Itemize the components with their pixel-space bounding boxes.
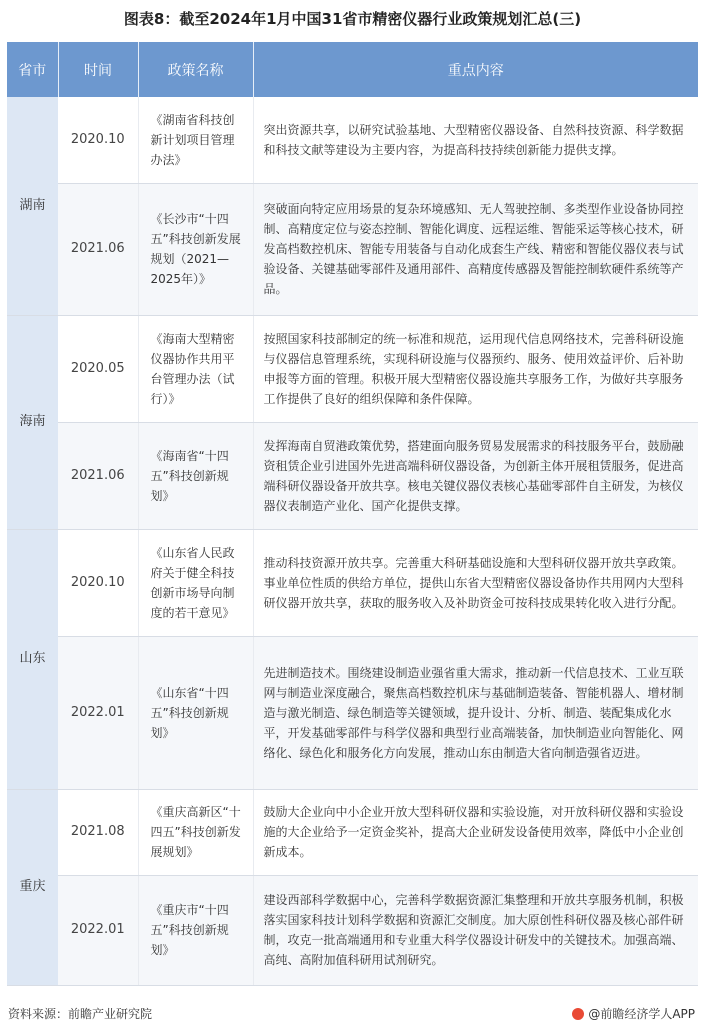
- policy-name-cell: 《重庆市“十四五”科技创新规划》: [138, 875, 253, 985]
- province-cell: 山东: [7, 529, 58, 789]
- table-row: [7, 315, 698, 422]
- content-cell: 建设西部科学数据中心，完善科学数据资源汇集整理和开放共享服务机制，积极落实国家科技计划科学数据和资源汇交制度。加大原创性科研仪器及核心部件研制，攻克一批高端通用和专业重大科学仪器设计研发中的关键技术。加强高端、高纯、高附加值科研用试剂研究。: [253, 875, 698, 985]
- content-cell: 突出资源共享，以研究试验基地、大型精密仪器设备、自然科技资源、科学数据和科技文献等建设为主要内容，为提高科技持续创新能力提供支撑。: [253, 97, 698, 183]
- content-cell: 突破面向特定应用场景的复杂环境感知、无人驾驶控制、多类型作业设备协同控制、高精度定位与姿态控制、智能化调度、远程运维、智能采运等核心技术，研发高档数控机床、智能专用装备与自动化成套生产线、精密和智能仪器仪表与试验设备、关键基础零部件及通用部件、高精度传感器及智能控制软硬件系统等产品。: [253, 183, 698, 315]
- content-cell: 鼓励大企业向中小企业开放大型科研仪器和实验设施，对开放科研仪器和实验设施的大企业给予一定资金奖补，提高大企业研发设备使用效率，降低中小企业创新成本。: [253, 789, 698, 875]
- chart-title: 图表8：截至2024年1月中国31省市精密仪器行业政策规划汇总(三): [123, 10, 582, 28]
- table-header-row: [7, 42, 698, 97]
- table-row: [7, 529, 698, 636]
- table-row: [7, 97, 698, 183]
- brand-label: @前瞻经济学人APP: [588, 1007, 695, 1021]
- brand-credit: [572, 1005, 695, 1022]
- date-cell: 2020.10: [58, 97, 138, 183]
- table-row: [7, 422, 698, 529]
- policy-name-cell: 《山东省“十四五”科技创新规划》: [138, 636, 253, 789]
- header-date: 时间: [58, 42, 138, 97]
- policy-name-cell: 《湖南省科技创新计划项目管理办法》: [138, 97, 253, 183]
- date-cell: 2020.05: [58, 315, 138, 422]
- header-province: 省市: [7, 42, 58, 97]
- table-row: [7, 183, 698, 315]
- table-row: [7, 636, 698, 789]
- source-note: 资料来源：前瞻产业研究院: [8, 1007, 153, 1021]
- policy-table: [7, 42, 698, 986]
- policy-name-cell: 《长沙市“十四五”科技创新发展规划（2021—2025年）》: [138, 183, 253, 315]
- table-row: [7, 875, 698, 985]
- policy-name-cell: 《海南大型精密仪器协作共用平台管理办法（试行）》: [138, 315, 253, 422]
- policy-name-cell: 《重庆高新区“十四五”科技创新发展规划》: [138, 789, 253, 875]
- content-cell: 先进制造技术。围绕建设制造业强省重大需求，推动新一代信息技术、工业互联网与制造业深度融合，聚焦高档数控机床与基础制造装备、智能机器人、增材制造与激光制造、绿色制造等关键领域，提升设计、分析、制造、装配集成化水平，开发基础零部件与科学仪器和典型行业高端装备，加快制造业向智能化、网络化、绿色化和服务化方向发展，推动山东由制造大省向制造强省迈进。: [253, 636, 698, 789]
- date-cell: 2021.06: [58, 183, 138, 315]
- province-cell: 海南: [7, 315, 58, 529]
- content-cell: 推动科技资源开放共享。完善重大科研基础设施和大型科研仪器开放共享政策。事业单位性质的供给方单位，提供山东省大型精密仪器设备协作共用网内大型科研仪器开放共享，获取的服务收入及补助资金可按科技成果转化收入进行分配。: [253, 529, 698, 636]
- header-policy-name: 政策名称: [138, 42, 253, 97]
- date-cell: 2022.01: [58, 636, 138, 789]
- date-cell: 2022.01: [58, 875, 138, 985]
- date-cell: 2021.06: [58, 422, 138, 529]
- content-cell: 发挥海南自贸港政策优势，搭建面向服务贸易发展需求的科技服务平台，鼓励融资租赁企业引进国外先进高端科研仪器设备，为创新主体开展租赁服务，促进高端科研仪器设备开放共享。核电关键仪器仪表核心基础零部件自主研发，为核仪器仪表制造产业化、国产化提供支撑。: [253, 422, 698, 529]
- content-cell: 按照国家科技部制定的统一标准和规范，运用现代信息网络技术，完善科研设施与仪器信息管理系统，实现科研设施与仪器预约、服务、使用效益评价、后补助申报等方面的管理。积极开展大型精密仪器设施共享服务工作，为做好共享服务工作提供了良好的组织保障和条件保障。: [253, 315, 698, 422]
- date-cell: 2021.08: [58, 789, 138, 875]
- table-row: [7, 789, 698, 875]
- brand-logo-icon: [572, 1008, 584, 1020]
- province-cell: 湖南: [7, 97, 58, 315]
- policy-name-cell: 《山东省人民政府关于健全科技创新市场导向制度的若干意见》: [138, 529, 253, 636]
- header-key-content: 重点内容: [253, 42, 698, 97]
- province-cell: 重庆: [7, 789, 58, 985]
- date-cell: 2020.10: [58, 529, 138, 636]
- footer: [0, 999, 705, 1027]
- policy-name-cell: 《海南省“十四五”科技创新规划》: [138, 422, 253, 529]
